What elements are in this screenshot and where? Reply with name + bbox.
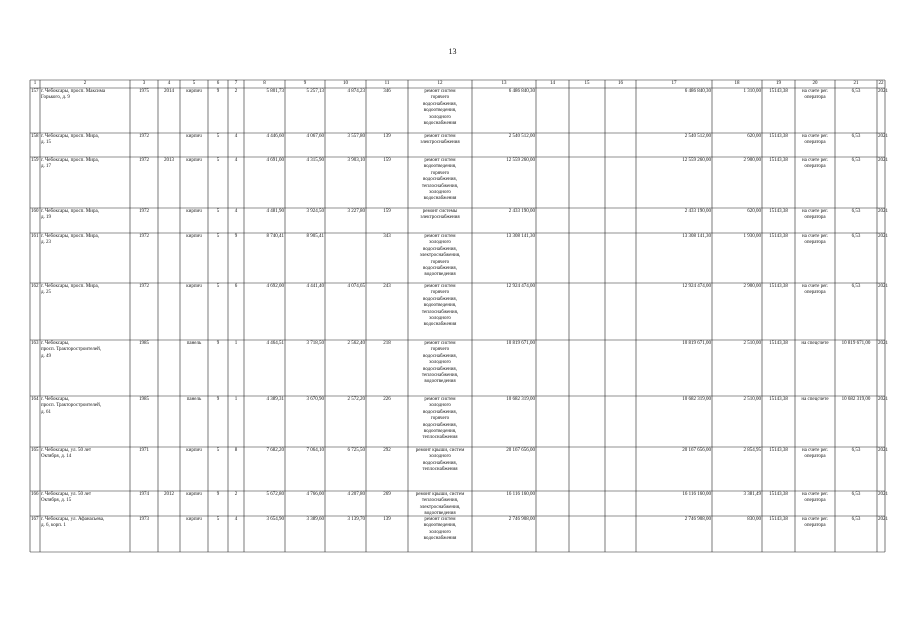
residents-count: 226 xyxy=(383,397,391,402)
address-line: г. Чебоксары, просп. Мира, xyxy=(41,134,99,139)
work-type-line: водоснабжения, xyxy=(423,366,457,372)
work-type-line: ремонт систем xyxy=(424,341,456,346)
area-living: 4 766,00 xyxy=(306,492,324,497)
header-cell: 10 xyxy=(343,81,348,86)
total-cost: 20 167 656,00 xyxy=(506,448,535,453)
work-type-line: теплоснабжения, xyxy=(421,183,459,189)
rate-col-21: 6,53 xyxy=(851,517,861,522)
cost-col-18: 1 310,00 xyxy=(743,89,761,94)
header-cell: 5 xyxy=(192,81,196,86)
work-type-line: водоотведения, xyxy=(423,303,457,309)
header-cell: 11 xyxy=(384,81,390,86)
fund-method-line: на счете рег. xyxy=(801,134,829,139)
header-cell: 12 xyxy=(437,81,443,86)
cost-col-18: 3 381,49 xyxy=(743,492,761,497)
work-type-line: ремонт крыши, систем xyxy=(415,492,465,497)
residents-count: 346 xyxy=(383,89,391,94)
cost-col-17: 10 819 671,00 xyxy=(682,341,711,346)
floors: 9 xyxy=(216,341,220,346)
area-living: 3 389,60 xyxy=(306,517,324,522)
address-line: г. Чебоксары, просп. Мира, xyxy=(41,284,99,289)
cost-col-19: 15143,38 xyxy=(769,284,788,289)
residents-count: 139 xyxy=(383,517,391,522)
wall-material: кирпич xyxy=(186,234,202,239)
cost-col-18: 620,00 xyxy=(747,209,761,214)
cost-col-19: 15143,38 xyxy=(769,517,788,522)
year-built: 1972 xyxy=(139,234,149,239)
work-type-line: ремонт системы xyxy=(422,209,458,214)
rate-col-21: 6,53 xyxy=(851,209,861,214)
work-type-line: ремонт систем xyxy=(424,234,456,239)
entrances: 1 xyxy=(234,341,238,346)
total-cost: 2 433 190,00 xyxy=(508,209,535,214)
total-cost: 6 486 840,30 xyxy=(508,89,535,94)
fund-method-line: на счете рег. xyxy=(801,158,829,163)
year-built: 1971 xyxy=(139,448,149,453)
cost-col-17: 2 540 512,00 xyxy=(684,134,711,139)
area-residential: 2 562,40 xyxy=(347,341,365,346)
work-type-line: ремонт систем xyxy=(424,134,456,139)
row-number: 161 xyxy=(31,234,39,239)
cost-col-17: 2 433 190,00 xyxy=(684,209,711,214)
header-cell: 1 xyxy=(33,81,37,86)
floors: 9 xyxy=(216,89,220,94)
rate-col-21: 6,53 xyxy=(851,448,861,453)
area-total: 3 654,90 xyxy=(266,517,284,522)
rate-col-21: 6,53 xyxy=(851,89,861,94)
work-type-line: ремонт систем xyxy=(424,89,456,94)
floors: 5 xyxy=(216,284,220,289)
row-number: 158 xyxy=(31,134,39,139)
floors: 5 xyxy=(216,517,220,522)
work-type-line: электроснабжения xyxy=(420,215,460,221)
fund-method-line: на спецсчете xyxy=(801,397,829,402)
floors: 5 xyxy=(216,158,220,163)
work-type-line: холодного xyxy=(429,403,451,409)
address-line: д. 17 xyxy=(41,164,52,170)
area-total: 4 691,00 xyxy=(266,158,284,163)
entrances: 4 xyxy=(234,517,238,522)
cost-col-19: 15143,38 xyxy=(769,209,788,214)
year-planned: 2021 xyxy=(878,284,888,289)
work-type-line: водоснабжения, xyxy=(423,409,457,415)
wall-material: кирпич xyxy=(186,448,202,453)
cost-col-17: 12 924 474,00 xyxy=(682,284,711,289)
work-type-line: холодного xyxy=(429,454,451,460)
cost-col-18: 1 930,00 xyxy=(743,234,761,239)
wall-material: кирпич xyxy=(186,492,202,497)
work-type-line: ремонт систем xyxy=(424,158,456,163)
work-type-line: электроснабжения, xyxy=(419,504,461,510)
work-type-line: горячего xyxy=(430,259,450,265)
wall-material: кирпич xyxy=(186,284,202,289)
work-type-line: водоснабжения xyxy=(423,196,457,202)
work-type-line: горячего xyxy=(430,416,450,422)
address-line: г. Чебоксары, просп. Мира, xyxy=(41,158,99,163)
year-planned: 2021 xyxy=(878,341,888,346)
year-planned: 2021 xyxy=(878,134,888,139)
rate-col-21: 6,53 xyxy=(851,284,861,289)
work-type-line: холодного xyxy=(429,360,451,366)
area-total: 4 389,31 xyxy=(266,397,284,402)
work-type-line: ремонт крыши, систем xyxy=(415,448,465,453)
row-number: 164 xyxy=(31,397,39,402)
area-total: 5 672,80 xyxy=(266,492,284,497)
cost-col-19: 15143,38 xyxy=(769,158,788,163)
address-line: Горького, д. 9 xyxy=(41,95,70,101)
year-planned: 2021 xyxy=(878,492,888,497)
cost-col-17: 10 682 319,00 xyxy=(682,397,711,402)
year-built: 1972 xyxy=(139,158,149,163)
year-planned: 2021 xyxy=(878,397,888,402)
cost-col-17: 12 559 260,00 xyxy=(682,158,711,163)
area-total: 5 801,73 xyxy=(266,89,284,94)
address-line: г. Чебоксары, xyxy=(41,397,70,402)
work-type-line: водоснабжения xyxy=(423,121,457,126)
entrances: 4 xyxy=(234,158,238,163)
work-type-line: водоснабжения, xyxy=(423,460,457,466)
wall-material: кирпич xyxy=(186,134,202,139)
fund-method-line: на счете рег. xyxy=(801,448,829,453)
area-residential: 3 139,70 xyxy=(347,517,365,522)
area-living: 5 257,13 xyxy=(306,89,324,94)
wall-material: панель xyxy=(186,397,202,402)
work-type-line: электроснабжения, xyxy=(419,253,461,259)
residents-count: 218 xyxy=(383,341,391,346)
header-cell: 6 xyxy=(216,81,220,86)
area-living: 4 067,60 xyxy=(306,134,324,139)
work-type-line: горячего xyxy=(430,347,450,353)
rate-col-21: 6,53 xyxy=(851,158,861,163)
cost-col-18: 2 510,00 xyxy=(743,341,761,346)
row-number: 166 xyxy=(31,492,39,497)
year-overhaul: 2012 xyxy=(164,492,174,497)
header-cell: 8 xyxy=(263,81,266,86)
entrances: 2 xyxy=(234,492,238,497)
cost-col-18: 2 854,95 xyxy=(743,448,761,453)
fund-method-line: на спецсчете xyxy=(801,341,829,346)
cost-col-17: 16 116 160,00 xyxy=(682,492,711,497)
cost-col-19: 15143,38 xyxy=(769,89,788,94)
wall-material: кирпич xyxy=(186,517,202,522)
area-living: 3 924,50 xyxy=(306,209,324,214)
header-cell: 3 xyxy=(142,81,146,86)
row-number: 160 xyxy=(31,209,39,214)
address-line: г. Чебоксары, просп. Мира, xyxy=(41,234,99,239)
area-total: 4 446,60 xyxy=(266,134,284,139)
cost-col-17: 13 308 141,30 xyxy=(682,234,711,239)
work-type-line: водоснабжения, xyxy=(423,246,457,252)
residents-count: 139 xyxy=(383,134,391,139)
work-type-line: теплоснабжения xyxy=(422,435,458,441)
rate-col-21: 6,53 xyxy=(851,134,861,139)
area-residential: 2 572,20 xyxy=(347,397,365,402)
work-type-line: горячего xyxy=(430,170,450,176)
cost-col-19: 15143,38 xyxy=(769,492,788,497)
total-cost: 2 746 908,00 xyxy=(508,517,535,522)
cost-col-18: 2 900,00 xyxy=(743,284,761,289)
year-planned: 2021 xyxy=(878,234,888,239)
address-line: просп. Тракторостроителей, xyxy=(41,403,102,409)
work-type-line: водоснабжения, xyxy=(423,296,457,302)
row-number: 167 xyxy=(31,517,39,522)
year-overhaul: 2014 xyxy=(164,89,174,94)
area-living: 4 441,40 xyxy=(306,284,324,289)
fund-method-line: оператора xyxy=(804,523,826,529)
header-cell: 18 xyxy=(734,81,740,86)
cost-col-18: 620,00 xyxy=(747,134,761,139)
header-cell: 2 xyxy=(83,81,87,86)
fund-method-line: оператора xyxy=(804,95,826,101)
row-number: 157 xyxy=(31,89,39,94)
area-residential: 3 903,10 xyxy=(347,158,365,163)
work-type-line: холодного xyxy=(429,529,451,535)
cost-col-18: 2 900,00 xyxy=(743,158,761,163)
header-cell: 4 xyxy=(167,81,171,86)
year-planned: 2021 xyxy=(878,89,888,94)
address-line: Октября, д. 15 xyxy=(41,498,72,504)
work-type-line: холодного xyxy=(429,190,451,195)
header-cell: 7 xyxy=(234,81,238,86)
entrances: 2 xyxy=(234,89,238,94)
cost-col-19: 15143,38 xyxy=(769,134,788,139)
cost-col-19: 15143,38 xyxy=(769,234,788,239)
header-cell: 21 xyxy=(853,81,859,86)
entrances: 4 xyxy=(234,134,238,139)
year-planned: 2021 xyxy=(878,209,888,214)
area-total: 4 464,51 xyxy=(266,341,284,346)
fund-method-line: на счете рег. xyxy=(801,517,829,522)
area-living: 3 718,50 xyxy=(306,341,324,346)
work-type-line: холодного xyxy=(429,114,451,120)
work-type-line: водоснабжения, xyxy=(423,101,457,107)
work-type-line: водоотведения, xyxy=(423,108,457,114)
cost-col-18: 2 510,00 xyxy=(743,397,761,402)
work-type-line: теплоснабжения, xyxy=(421,373,459,378)
address-line: д. 15 xyxy=(41,140,52,146)
header-cell: 16 xyxy=(618,81,623,86)
floors: 5 xyxy=(216,209,220,214)
wall-material: кирпич xyxy=(186,209,202,214)
work-type-line: водоотведения, xyxy=(423,429,457,434)
area-residential: 4 207,80 xyxy=(347,492,365,497)
area-residential: 4 874,23 xyxy=(347,89,365,94)
address-line: г. Чебоксары, просп. Максима xyxy=(41,89,106,94)
entrances: 6 xyxy=(234,284,238,289)
floors: 5 xyxy=(216,448,220,453)
fund-method-line: оператора xyxy=(804,140,826,146)
row-number: 163 xyxy=(31,341,39,346)
work-type-line: горячего xyxy=(430,95,450,101)
work-type-line: водоснабжения xyxy=(423,322,457,328)
address-line: г. Чебоксары, xyxy=(41,341,70,346)
address-line: г. Чебоксары, ул. 50 лет xyxy=(41,492,92,497)
year-built: 1972 xyxy=(139,284,149,289)
cost-col-19: 15143,38 xyxy=(769,397,788,402)
address-line: просп. Тракторостроителей, xyxy=(41,347,102,353)
address-line: г. Чебоксары, ул. 50 лет xyxy=(41,448,92,453)
address-line: д. 6, корп. 1 xyxy=(41,523,66,529)
floors: 9 xyxy=(216,492,220,497)
header-cell: 9 xyxy=(303,81,307,86)
total-cost: 12 559 260,00 xyxy=(506,158,535,163)
residents-count: 343 xyxy=(383,234,391,239)
cost-col-17: 2 746 908,00 xyxy=(684,517,711,522)
entrances: 4 xyxy=(234,209,238,214)
year-built: 1972 xyxy=(139,209,149,214)
header-cell: 22 xyxy=(878,81,884,86)
wall-material: кирпич xyxy=(186,158,202,163)
work-type-line: водоотведения, xyxy=(423,523,457,529)
rate-col-21: 6,53 xyxy=(851,234,861,239)
wall-material: панель xyxy=(186,341,202,346)
floors: 5 xyxy=(216,134,220,139)
address-line: Октября, д. 14 xyxy=(41,454,72,460)
area-living: 8 905,41 xyxy=(306,234,324,239)
work-type-line: горячего xyxy=(430,290,450,296)
rate-col-21: 6,53 xyxy=(851,492,861,497)
work-type-line: электроснабжения xyxy=(420,140,460,146)
total-cost: 13 308 141,30 xyxy=(506,234,535,239)
area-living: 7 064,10 xyxy=(306,448,324,453)
year-overhaul: 2013 xyxy=(164,158,174,163)
area-total: 8 740,41 xyxy=(266,234,284,239)
fund-method-line: на счете рег. xyxy=(801,492,829,497)
rate-col-21: 10 819 671,00 xyxy=(841,341,871,346)
year-built: 1985 xyxy=(139,397,149,402)
area-living: 3 670,90 xyxy=(306,397,324,402)
header-cell: 20 xyxy=(812,81,818,86)
cost-col-17: 6 486 840,30 xyxy=(684,89,711,94)
entrances: 8 xyxy=(234,448,238,453)
residents-count: 269 xyxy=(383,492,391,497)
header-cell: 13 xyxy=(501,81,507,86)
address-line: г. Чебоксары, просп. Мира, xyxy=(41,209,99,214)
total-cost: 10 682 319,00 xyxy=(506,397,535,402)
address-line: г. Чебоксары, ул. Афанасьева, xyxy=(41,517,105,522)
area-total: 4 481,90 xyxy=(266,209,284,214)
floors: 9 xyxy=(216,397,220,402)
total-cost: 12 924 474,00 xyxy=(506,284,535,289)
page-number: 13 xyxy=(448,47,457,56)
row-number: 159 xyxy=(31,158,39,163)
fund-method-line: на счете рег. xyxy=(801,234,829,239)
fund-method-line: на счете рег. xyxy=(801,89,829,94)
area-residential: 4 074,65 xyxy=(347,284,365,289)
year-built: 1985 xyxy=(139,341,149,346)
address-line: д. 25 xyxy=(41,290,52,296)
address-line: д. 23 xyxy=(41,240,52,246)
work-type-line: водоотведения, xyxy=(423,164,457,170)
residents-count: 159 xyxy=(383,158,391,163)
total-cost: 2 540 512,00 xyxy=(508,134,535,139)
row-number: 165 xyxy=(31,448,39,453)
work-type-line: водоснабжения, xyxy=(423,177,457,183)
header-cell: 19 xyxy=(776,81,781,86)
year-planned: 2021 xyxy=(878,517,888,522)
residents-count: 159 xyxy=(383,209,391,214)
cost-col-19: 15143,38 xyxy=(769,341,788,346)
work-type-line: водоотведения xyxy=(424,511,456,517)
year-built: 1974 xyxy=(139,492,149,497)
residents-count: 243 xyxy=(383,284,391,289)
fund-method-line: оператора xyxy=(804,215,826,221)
work-type-line: водоснабжения xyxy=(423,536,457,542)
area-total: 4 692,00 xyxy=(266,284,284,289)
work-type-line: холодного xyxy=(429,240,451,246)
cost-col-17: 20 167 656,00 xyxy=(682,448,711,453)
total-cost: 10 819 671,00 xyxy=(506,341,535,346)
work-type-line: ремонт систем xyxy=(424,517,456,522)
header-cell: 15 xyxy=(584,81,590,86)
work-type-line: теплоснабжения xyxy=(422,467,458,473)
row-number: 162 xyxy=(31,284,39,289)
fund-method-line: оператора xyxy=(804,454,826,460)
fund-method-line: оператора xyxy=(804,164,826,170)
work-type-line: водоотведения xyxy=(424,379,456,385)
work-type-line: теплоснабжения, xyxy=(421,309,459,315)
work-type-line: теплоснабжения, xyxy=(421,498,459,504)
work-type-line: водоотведения xyxy=(424,272,456,278)
cost-col-18: 830,00 xyxy=(747,517,761,522)
wall-material: кирпич xyxy=(186,89,202,94)
header-cell: 17 xyxy=(671,81,677,86)
fund-method-line: на счете рег. xyxy=(801,284,829,289)
work-type-line: ремонт систем xyxy=(424,397,456,402)
year-planned: 2021 xyxy=(878,158,888,163)
total-cost: 16 116 160,00 xyxy=(506,492,535,497)
year-planned: 2021 xyxy=(878,448,888,453)
year-built: 1973 xyxy=(139,517,149,522)
floors: 5 xyxy=(216,234,220,239)
residents-count: 292 xyxy=(383,448,391,453)
header-cell: 14 xyxy=(550,81,555,86)
address-line: д. 61 xyxy=(41,409,52,415)
work-type-line: водоснабжения, xyxy=(423,353,457,359)
work-type-line: холодного xyxy=(429,316,451,321)
fund-method-line: оператора xyxy=(804,240,826,246)
address-line: д. 49 xyxy=(41,353,52,359)
work-type-line: ремонт систем xyxy=(424,284,456,289)
work-type-line: водоснабжения, xyxy=(423,422,457,428)
fund-method-line: оператора xyxy=(804,290,826,296)
area-residential: 3 227,80 xyxy=(347,209,365,214)
area-residential: 6 725,50 xyxy=(347,448,365,453)
year-built: 1975 xyxy=(139,89,149,94)
year-built: 1972 xyxy=(139,134,149,139)
area-living: 4 315,90 xyxy=(306,158,324,163)
cost-col-19: 15143,38 xyxy=(769,448,788,453)
fund-method-line: оператора xyxy=(804,498,826,504)
work-type-line: водоснабжения, xyxy=(423,266,457,271)
rate-col-21: 10 682 319,00 xyxy=(841,397,871,402)
area-residential: 3 557,80 xyxy=(347,134,365,139)
area-total: 7 682,20 xyxy=(266,448,284,453)
address-line: д. 19 xyxy=(41,215,52,221)
fund-method-line: на счете рег. xyxy=(801,209,829,214)
entrances: 1 xyxy=(234,397,238,402)
entrances: 9 xyxy=(234,234,238,239)
